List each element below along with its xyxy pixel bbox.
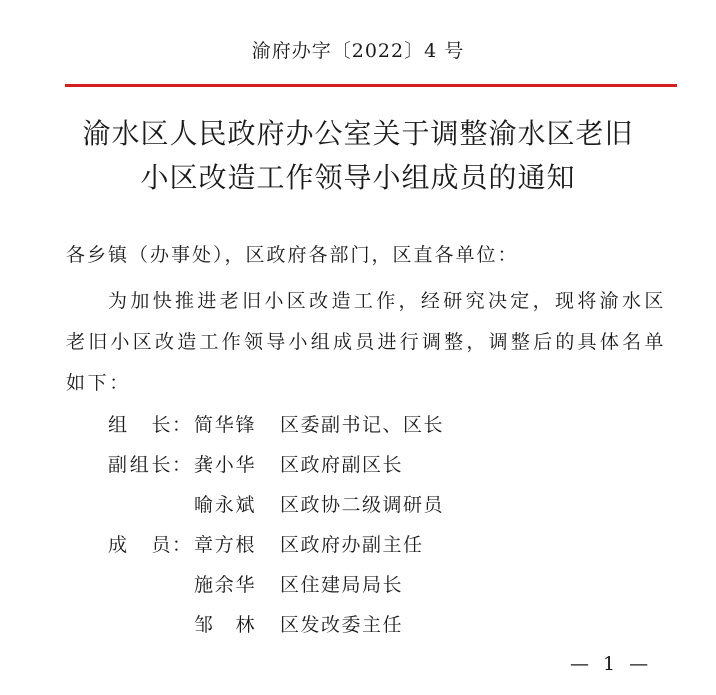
document-title bbox=[0, 112, 716, 200]
roster-row bbox=[108, 610, 444, 650]
roster-row bbox=[108, 570, 444, 610]
title-line-1: 渝水区人民政府办公室关于调整渝水区老旧 bbox=[82, 117, 634, 150]
roster-list bbox=[108, 410, 444, 650]
roster-post: 区政府副区长 bbox=[280, 454, 404, 476]
roster-post: 区政协二级调研员 bbox=[280, 494, 445, 516]
page-number: — 1 — bbox=[570, 653, 653, 675]
document-number: 渝府办字〔2022〕4 号 bbox=[251, 40, 465, 62]
roster-post: 区发改委主任 bbox=[280, 614, 404, 636]
title-line-2: 小区改造工作领导小组成员的通知 bbox=[140, 161, 576, 194]
roster-colon: ： bbox=[172, 534, 193, 556]
roster-role: 组 长 bbox=[108, 414, 172, 436]
red-header-rule bbox=[65, 84, 677, 87]
salutation: 各乡镇（办事处），区政府各部门，区直各单位： bbox=[66, 244, 519, 266]
roster-post: 区政府办副主任 bbox=[280, 534, 424, 556]
body-paragraph: 为加快推进老旧小区改造工作，经研究决定，现将渝水区老旧小区改造工作领导小组成员进行调整，调整后的具体名单如下： bbox=[66, 290, 666, 394]
roster-name: 喻永斌 bbox=[194, 494, 256, 516]
roster-post: 区住建局局长 bbox=[280, 574, 404, 596]
roster-role: 成 员 bbox=[108, 534, 172, 556]
roster-colon: ： bbox=[172, 454, 193, 476]
roster-row bbox=[108, 530, 444, 570]
roster-name: 邹 林 bbox=[194, 614, 256, 636]
roster-row bbox=[108, 410, 444, 450]
roster-post: 区委副书记、区长 bbox=[280, 414, 445, 436]
roster-name: 龚小华 bbox=[194, 454, 256, 476]
roster-name: 章方根 bbox=[194, 534, 256, 556]
roster-row bbox=[108, 450, 444, 490]
roster-name: 施余华 bbox=[194, 574, 256, 596]
roster-name: 简华锋 bbox=[194, 414, 256, 436]
roster-row bbox=[108, 490, 444, 530]
roster-colon: ： bbox=[172, 414, 193, 436]
roster-role: 副组长 bbox=[108, 454, 172, 476]
